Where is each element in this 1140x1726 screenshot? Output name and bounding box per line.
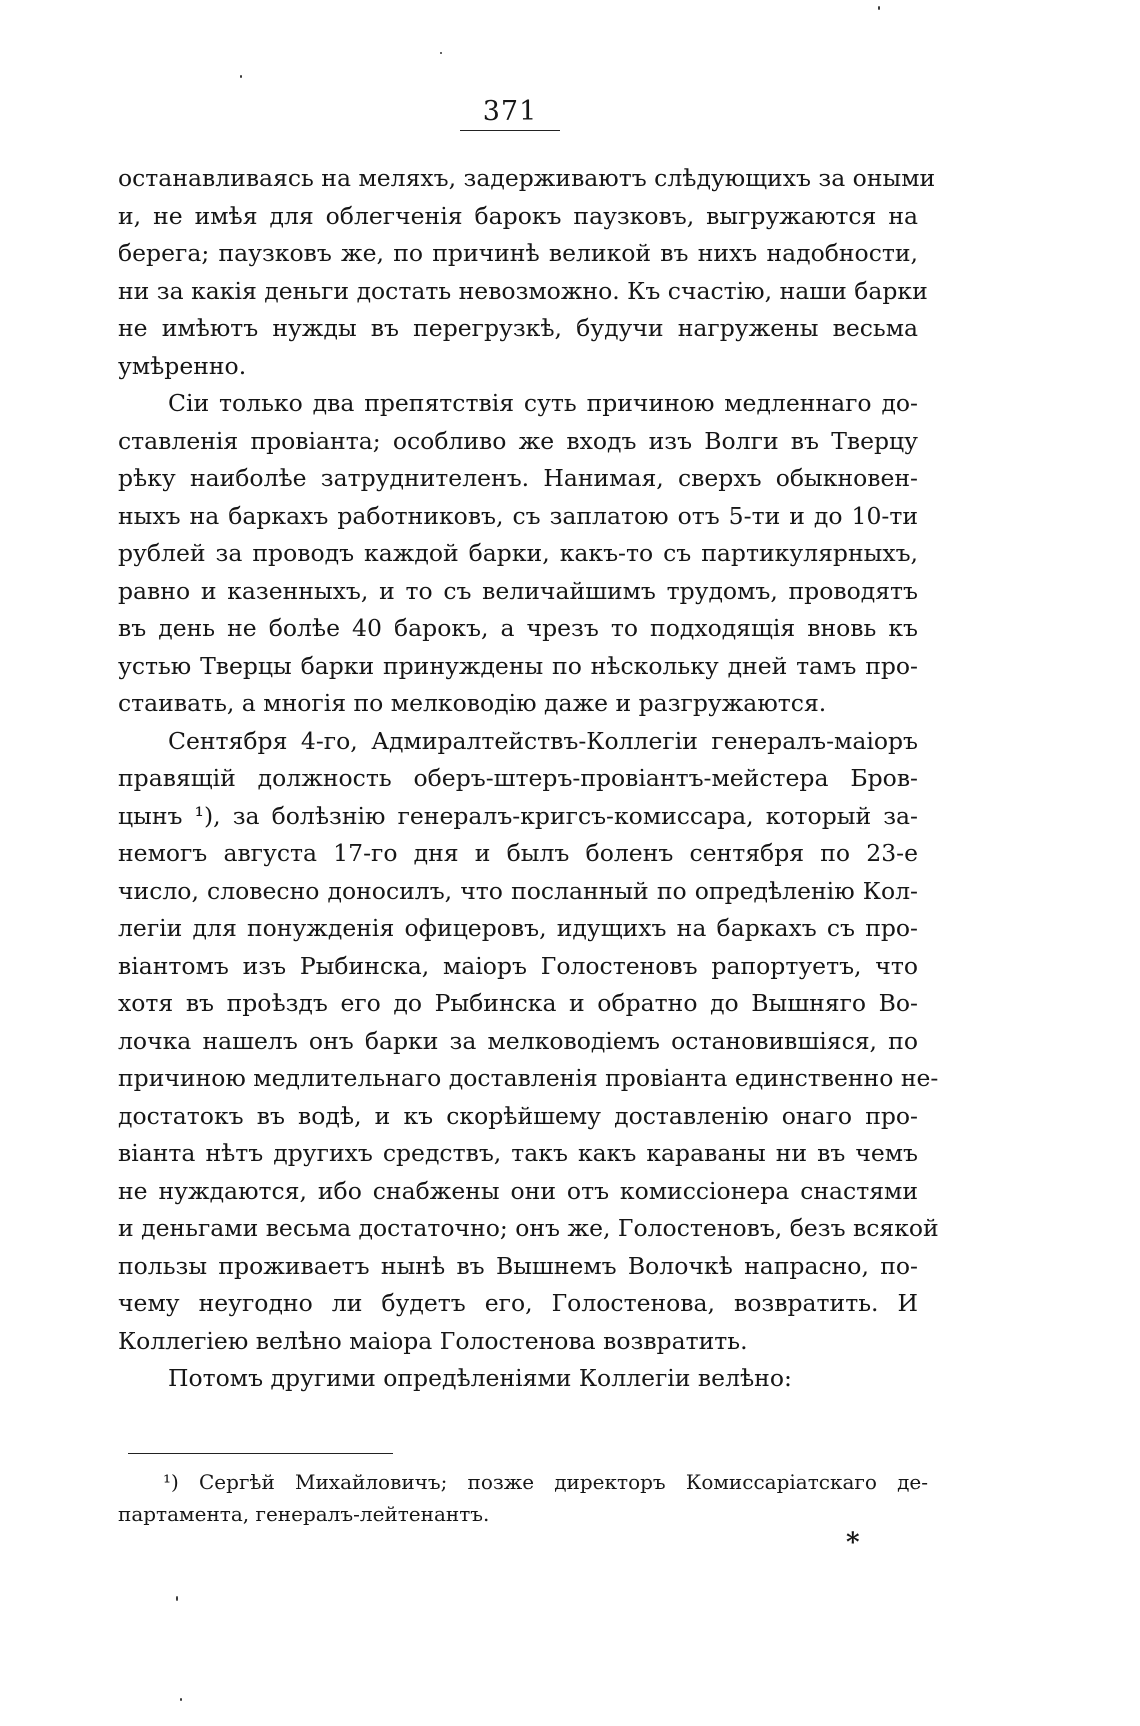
scan-speck xyxy=(440,52,442,54)
text-line: равно и казенныхъ, и то съ величайшимъ трудомъ, проводятъ xyxy=(118,576,918,605)
text-line: лочка нашелъ онъ барки за мелководіемъ остановившіяся, по xyxy=(118,1026,918,1055)
page-number: 371 xyxy=(482,96,538,127)
footnote-line: партамента, генералъ-лейтенантъ. xyxy=(118,1502,490,1526)
text-line: пользы проживаетъ нынѣ въ Вышнемъ Волочкѣ напрасно, по- xyxy=(118,1251,918,1280)
text-line: причиною медлительнаго доставленія провіанта единственно не- xyxy=(118,1064,939,1092)
text-line: Сіи только два препятствія суть причиною медленнаго до- xyxy=(168,389,918,417)
text-line: достатокъ въ водѣ, и къ скорѣйшему доставленію онаго про- xyxy=(118,1101,918,1130)
text-line: ныхъ на баркахъ работниковъ, съ заплатою отъ 5-ти и до 10-ти xyxy=(118,501,918,530)
text-line: Сентября 4-го, Адмиралтействъ-Коллегіи генералъ-маіоръ xyxy=(168,726,918,755)
footnote-line: ¹) Сергѣй Михайловичъ; позже директоръ Комиссаріатскаго де- xyxy=(163,1470,928,1494)
text-line: и, не имѣя для облегченія барокъ паузковъ, выгружаются на xyxy=(118,201,918,230)
footnote xyxy=(118,1466,928,1530)
text-line: хотя въ проѣздъ его до Рыбинска и обратно до Вышняго Во- xyxy=(118,989,918,1017)
paragraph xyxy=(118,385,918,723)
paragraph xyxy=(118,160,936,385)
scan-speck xyxy=(176,1596,178,1601)
text-line: ставленія провіанта; особливо же входъ изъ Волги въ Тверцу xyxy=(118,426,918,455)
paragraph xyxy=(118,1360,918,1398)
text-line: въ день не болѣе 40 барокъ, а чрезъ то подходящія вновь къ xyxy=(118,614,918,642)
scan-speck xyxy=(180,1698,182,1701)
text-line: немогъ августа 17-го дня и былъ боленъ сентября по 23-е xyxy=(118,839,918,867)
footnote-rule xyxy=(128,1453,393,1454)
text-line: рублей за проводъ каждой барки, какъ-то съ партикулярныхъ, xyxy=(118,539,918,567)
paragraph xyxy=(118,723,939,1361)
text-line: легіи для понужденія офицеровъ, идущихъ на баркахъ съ про- xyxy=(118,914,918,942)
text-line: віанта нѣтъ другихъ средствъ, такъ какъ караваны ни въ чемъ xyxy=(118,1139,918,1167)
text-line: стаивать, а многія по мелководію даже и разгружаются. xyxy=(118,689,827,717)
text-line: Коллегіею велѣно маіора Голостенова возвратить. xyxy=(118,1326,748,1355)
text-line: ни за какія деньги достать невозможно. Къ счастію, наши барки xyxy=(118,276,928,305)
text-line: не имѣютъ нужды въ перегрузкѣ, будучи нагружены весьма xyxy=(118,314,918,342)
asterisk-mark: * xyxy=(846,1528,860,1558)
text-line: чему неугодно ли будетъ его, Голостенова, возвратить. И xyxy=(118,1289,918,1317)
text-line: берега; паузковъ же, по причинѣ великой въ нихъ надобности, xyxy=(118,239,918,267)
text-line: не нуждаются, ибо снабжены они отъ комиссіонера снастями xyxy=(118,1176,918,1205)
page-number-rule xyxy=(460,130,560,131)
text-line: цынъ ¹), за болѣзнію генералъ-кригсъ-комиссара, который за- xyxy=(118,801,918,830)
text-line: останавливаясь на меляхъ, задерживаютъ слѣдующихъ за оными xyxy=(118,164,936,192)
text-line: и деньгами весьма достаточно; онъ же, Голостеновъ, безъ всякой xyxy=(118,1214,939,1242)
text-line: рѣку наиболѣе затруднителенъ. Нанимая, сверхъ обыкновен- xyxy=(118,464,918,492)
scan-speck xyxy=(240,75,242,78)
body-text xyxy=(118,160,939,1398)
text-line: устью Тверцы барки принуждены по нѣскольку дней тамъ про- xyxy=(118,651,918,680)
text-line: Потомъ другими опредѣленіями Коллегіи велѣно: xyxy=(168,1364,792,1392)
text-line: правящій должность оберъ-штеръ-провіантъ-мейстера Бров- xyxy=(118,764,918,792)
text-line: віантомъ изъ Рыбинска, маіоръ Голостеновъ рапортуетъ, что xyxy=(118,951,918,980)
scan-speck xyxy=(878,6,880,10)
text-line: число, словесно доносилъ, что посланный по опредѣленію Кол- xyxy=(118,876,918,905)
text-line: умѣренно. xyxy=(118,351,247,380)
